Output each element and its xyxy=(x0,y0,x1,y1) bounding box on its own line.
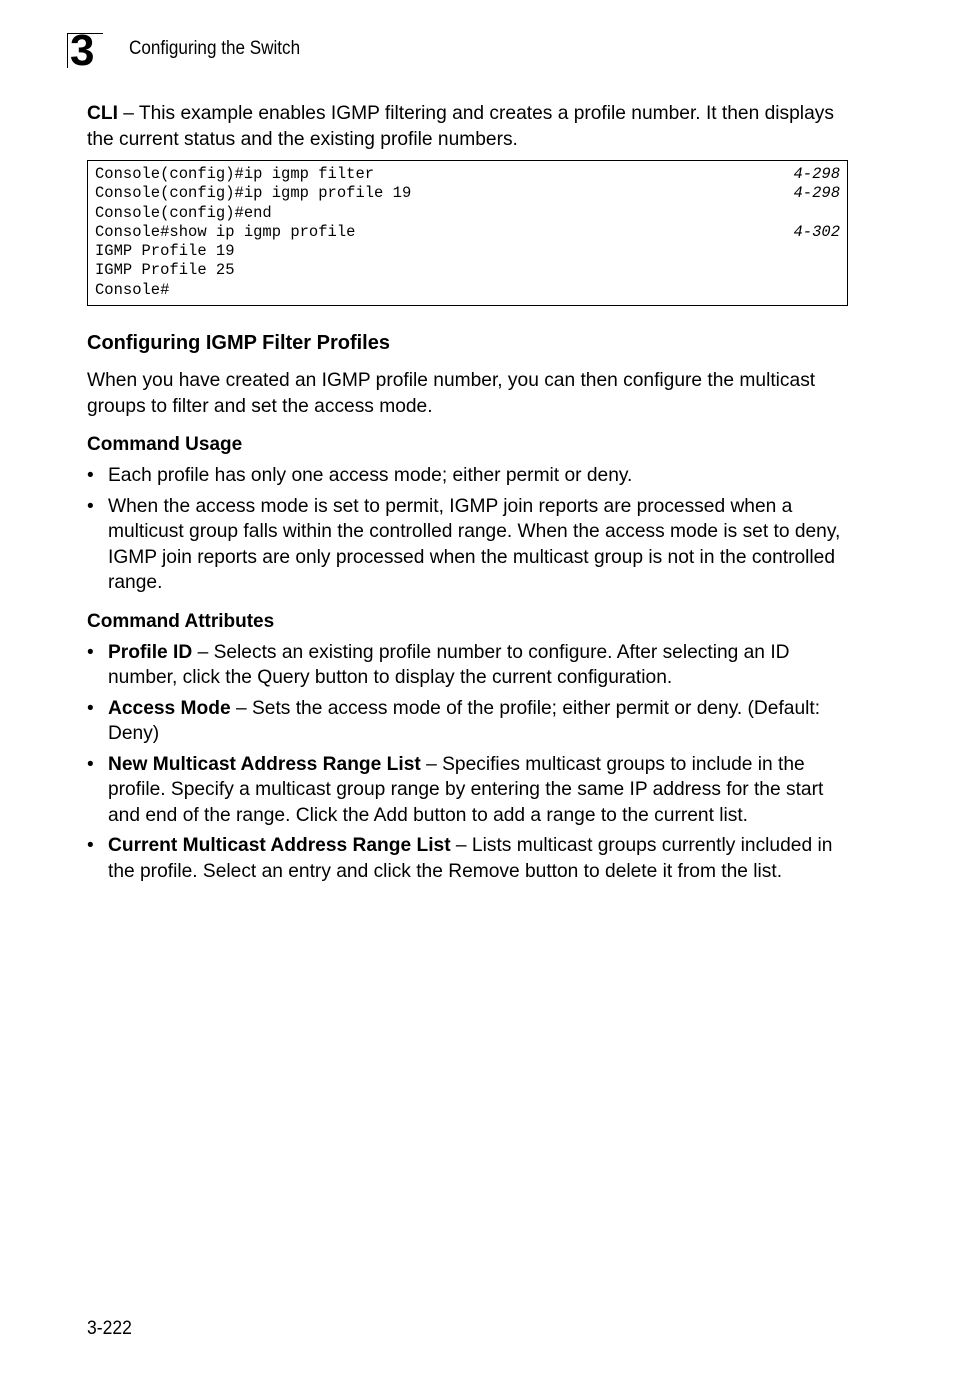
code-command: IGMP Profile 25 xyxy=(95,261,235,280)
chapter-number: 3 xyxy=(70,26,94,75)
code-line xyxy=(95,184,840,203)
code-page-ref: 4-298 xyxy=(793,165,840,183)
section-heading: Configuring IGMP Filter Profiles xyxy=(87,332,390,355)
list-item xyxy=(87,640,847,691)
attribute-term: Profile ID xyxy=(108,641,193,663)
attribute-term: New Multicast Address Range List xyxy=(108,753,421,775)
attribute-desc: – Lists multicast groups currently included in the profile. Select an entry and click the Remove button to delete it from the list. xyxy=(108,835,833,882)
code-line xyxy=(95,165,840,184)
list-item xyxy=(87,494,847,596)
attribute-desc: – Selects an existing profile number to configure. After selecting an ID number, click the Query button to display the current configuration. xyxy=(108,641,790,689)
attribute-desc: – Specifies multicast groups to include in the profile. Specify a multicast group range by entering the same IP address for the start and end of the range. Click the Add button to add a range to the current list. xyxy=(108,753,824,826)
list-item-text: Each profile has only one access mode; either permit or deny. xyxy=(108,465,633,487)
bullet-icon: • xyxy=(87,465,94,487)
bullet-icon: • xyxy=(87,697,94,719)
bullet-icon: • xyxy=(87,495,94,517)
code-line xyxy=(95,242,840,261)
command-usage-heading: Command Usage xyxy=(87,434,243,456)
list-item-text: When the access mode is set to permit, IGMP join reports are processed when a multicust group falls within the controlled range. When the access mode is set to deny, IGMP join reports are only processed when the multicast group is not in the controlled range. xyxy=(108,495,841,594)
code-command: Console(config)#ip igmp filter xyxy=(95,165,375,183)
intro-label: CLI xyxy=(87,103,118,124)
code-line xyxy=(95,261,840,280)
attribute-term: Access Mode xyxy=(108,697,231,719)
code-command: Console#show ip igmp profile xyxy=(95,222,356,241)
command-usage-list xyxy=(87,463,847,596)
command-attributes-heading: Command Attributes xyxy=(87,610,275,632)
code-command: Console# xyxy=(95,280,170,299)
code-command: Console(config)#ip igmp profile 19 xyxy=(95,184,412,203)
code-command: IGMP Profile 19 xyxy=(95,242,235,261)
page-number: 3-222 xyxy=(87,1317,132,1339)
intro-paragraph xyxy=(87,101,847,152)
list-item xyxy=(87,696,847,747)
code-line xyxy=(95,281,840,300)
code-command: Console(config)#end xyxy=(95,203,272,222)
command-attributes-list xyxy=(87,640,847,885)
page-content xyxy=(87,101,847,889)
bullet-icon: • xyxy=(87,641,94,663)
running-header-title: Configuring the Switch xyxy=(129,38,301,59)
bullet-icon: • xyxy=(87,835,94,857)
attribute-term: Current Multicast Address Range List xyxy=(108,835,451,857)
list-item xyxy=(87,463,847,489)
code-line xyxy=(95,204,840,223)
intro-text: – This example enables IGMP filtering and creates a profile number. It then displays the current status and the existing profile numbers. xyxy=(87,103,834,150)
cli-example-box xyxy=(87,160,848,306)
section-paragraph: When you have created an IGMP profile number, you can then configure the multicast groups to filter and set the access mode. xyxy=(87,370,816,417)
bullet-icon: • xyxy=(87,753,94,775)
list-item xyxy=(87,752,847,829)
list-item xyxy=(87,833,847,884)
code-page-ref: 4-302 xyxy=(793,222,840,241)
code-page-ref: 4-298 xyxy=(793,184,840,203)
code-line xyxy=(95,223,840,242)
attribute-desc: – Sets the access mode of the profile; either permit or deny. (Default: Deny) xyxy=(108,697,821,745)
